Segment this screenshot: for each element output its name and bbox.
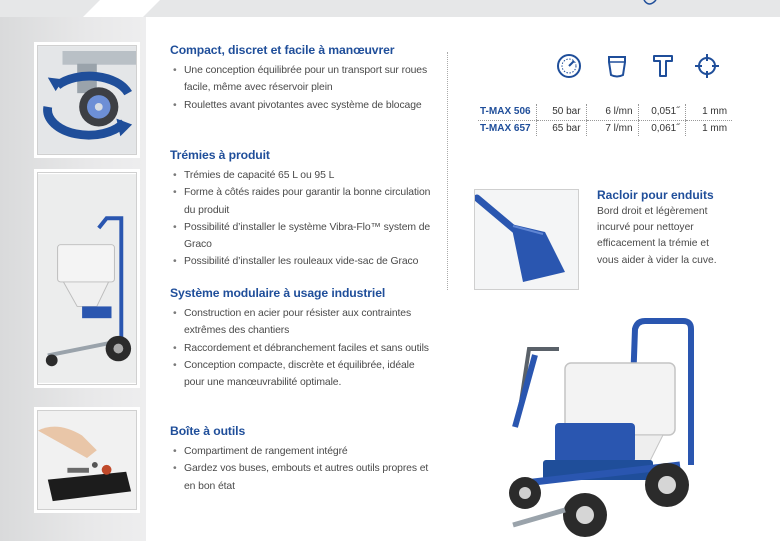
bullet-item: • Une conception équilibrée pour un transport sur roues facile, même avec réservoir plein bbox=[170, 62, 435, 97]
pressure-cell: 65 bar bbox=[536, 120, 586, 136]
section-boite-outils bbox=[170, 424, 435, 495]
bullet-item: • Roulettes avant pivotantes avec système de blocage bbox=[170, 97, 435, 114]
bullet-item: • Conception compacte, discrète et équilibrée, idéale pour une manœuvrabilité optimale. bbox=[170, 357, 435, 392]
scraper-description bbox=[597, 204, 737, 269]
crosshair-icon bbox=[693, 52, 721, 80]
size-cell: 1 mm bbox=[685, 104, 732, 120]
section-title: Compact, discret et facile à manœuvrer bbox=[170, 43, 395, 57]
spec-icons-row bbox=[555, 52, 725, 82]
hopper-cart-thumbnail bbox=[37, 172, 137, 385]
bullet-item: • Compartiment de rangement intégré bbox=[170, 443, 435, 460]
scraper-desc-line: Bord droit et légèrement bbox=[597, 206, 708, 217]
model-cell: T-MAX 657 bbox=[480, 122, 531, 134]
bullet-list bbox=[170, 62, 435, 114]
scraper-title: Racloir pour enduits bbox=[597, 188, 714, 202]
flow-cell: 6 l/mn bbox=[586, 104, 638, 120]
bullet-item: • Raccordement et débranchement faciles et sans outils bbox=[170, 340, 435, 357]
column-divider bbox=[447, 52, 448, 290]
flow-cell: 7 l/mn bbox=[586, 120, 638, 136]
bullet-item: • Gardez vos buses, embouts et autres outils propres et en bon état bbox=[170, 460, 435, 495]
nozzle-cell: 0,061˝ bbox=[638, 120, 685, 136]
hopper-icon bbox=[603, 52, 631, 80]
model-cell: T-MAX 506 bbox=[478, 104, 536, 120]
pressure-gauge-icon bbox=[555, 52, 583, 80]
toolbox-thumbnail bbox=[37, 410, 137, 510]
bullet-item: • Forme à côtés raides pour garantir la bonne circulation du produit bbox=[170, 184, 435, 219]
spec-table bbox=[478, 104, 732, 136]
table-row bbox=[478, 120, 732, 136]
scraper-image bbox=[474, 189, 579, 290]
tmax-machine-image bbox=[495, 315, 745, 541]
scraper-desc-line: vous aider à vider la cuve. bbox=[597, 254, 717, 266]
section-tremies bbox=[170, 148, 435, 271]
size-cell: 1 mm bbox=[685, 120, 732, 136]
bullet-list bbox=[170, 305, 435, 391]
section-title: Boîte à outils bbox=[170, 424, 246, 438]
scraper-desc-line: incurvé pour nettoyer bbox=[597, 222, 694, 234]
nozzle-cell: 0,051˝ bbox=[638, 104, 685, 120]
bullet-item: • Trémies de capacité 65 L ou 95 L bbox=[170, 167, 435, 184]
pressure-cell: 50 bar bbox=[536, 104, 586, 120]
bullet-list bbox=[170, 167, 435, 271]
section-title: Trémies à produit bbox=[170, 148, 270, 162]
section-title: Système modulaire à usage industriel bbox=[170, 286, 386, 300]
trowel-icon bbox=[649, 52, 677, 80]
scraper-desc-line: efficacement la trémie et bbox=[597, 238, 709, 250]
bullet-item: • Possibilité d’installer les rouleaux vide-sac de Graco bbox=[170, 253, 435, 270]
section-compact bbox=[170, 43, 435, 114]
bullet-item: • Construction en acier pour résister aux contraintes extrêmes des chantiers bbox=[170, 305, 435, 340]
table-row bbox=[478, 104, 732, 120]
caster-wheel-thumbnail bbox=[37, 45, 137, 155]
corner-arc-mark bbox=[643, 0, 657, 7]
bullet-list bbox=[170, 443, 435, 495]
section-modulaire bbox=[170, 286, 435, 391]
bullet-item: • Possibilité d’installer le système Vibra-Flo™ system de Graco bbox=[170, 219, 435, 254]
